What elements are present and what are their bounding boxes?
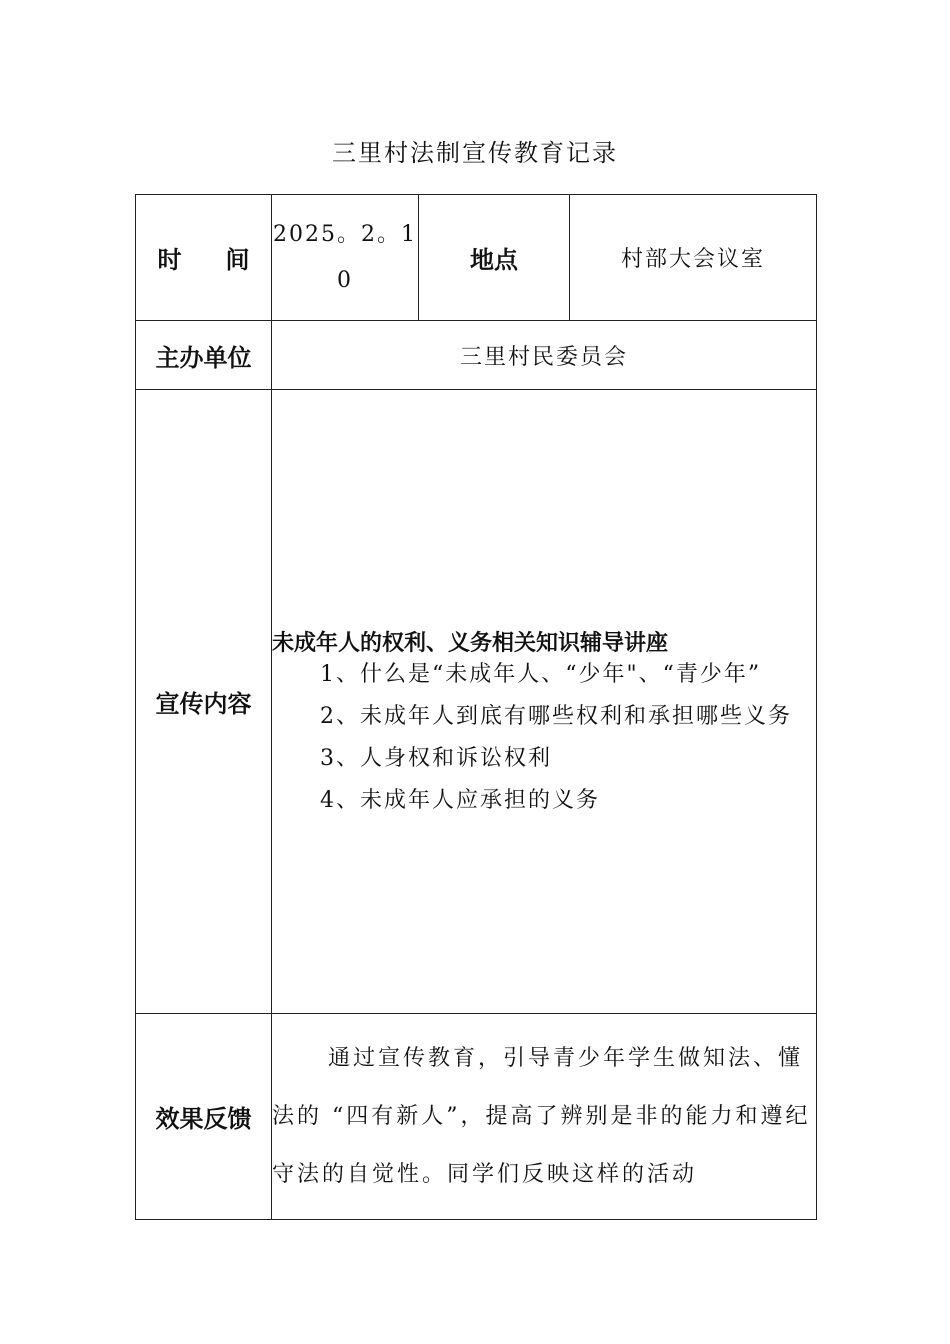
content-body [272,390,817,1014]
content-item-1: 1、什么是“未成年人、“少年"、“青少年” [320,662,762,687]
content-item-2: 2、未成年人到底有哪些权利和承担哪些义务 [320,704,792,729]
time-location-row [136,195,817,321]
location-label: 地点 [419,195,570,321]
feedback-row [136,1014,817,1220]
content-item-3: 3、人身权和诉讼权利 [320,746,552,771]
record-table [135,194,817,1220]
content-label: 宣传内容 [136,390,272,1014]
time-label-right: 间 [225,246,250,274]
content-heading: 未成年人的权利、义务相关知识辅导讲座 [272,631,669,656]
organizer-value: 三里村民委员会 [272,321,817,390]
feedback-label: 效果反馈 [136,1014,272,1220]
organizer-row [136,321,817,390]
document-title: 三里村法制宣传教育记录 [332,139,618,167]
location-value: 村部大会议室 [570,195,817,321]
content-row [136,390,817,1014]
content-item-4: 4、未成年人应承担的义务 [320,788,600,813]
time-value: 2025。2。10 [272,195,419,321]
organizer-label: 主办单位 [136,321,272,390]
time-label [136,195,272,321]
feedback-text: 通过宣传教育，引导青少年学生做知法、懂法的 “四有新人”，提高了辨别是非的能力和遵纪守法的自觉性。同学们反映这样的活动 [272,1014,817,1220]
time-label-left: 时 [157,246,182,274]
